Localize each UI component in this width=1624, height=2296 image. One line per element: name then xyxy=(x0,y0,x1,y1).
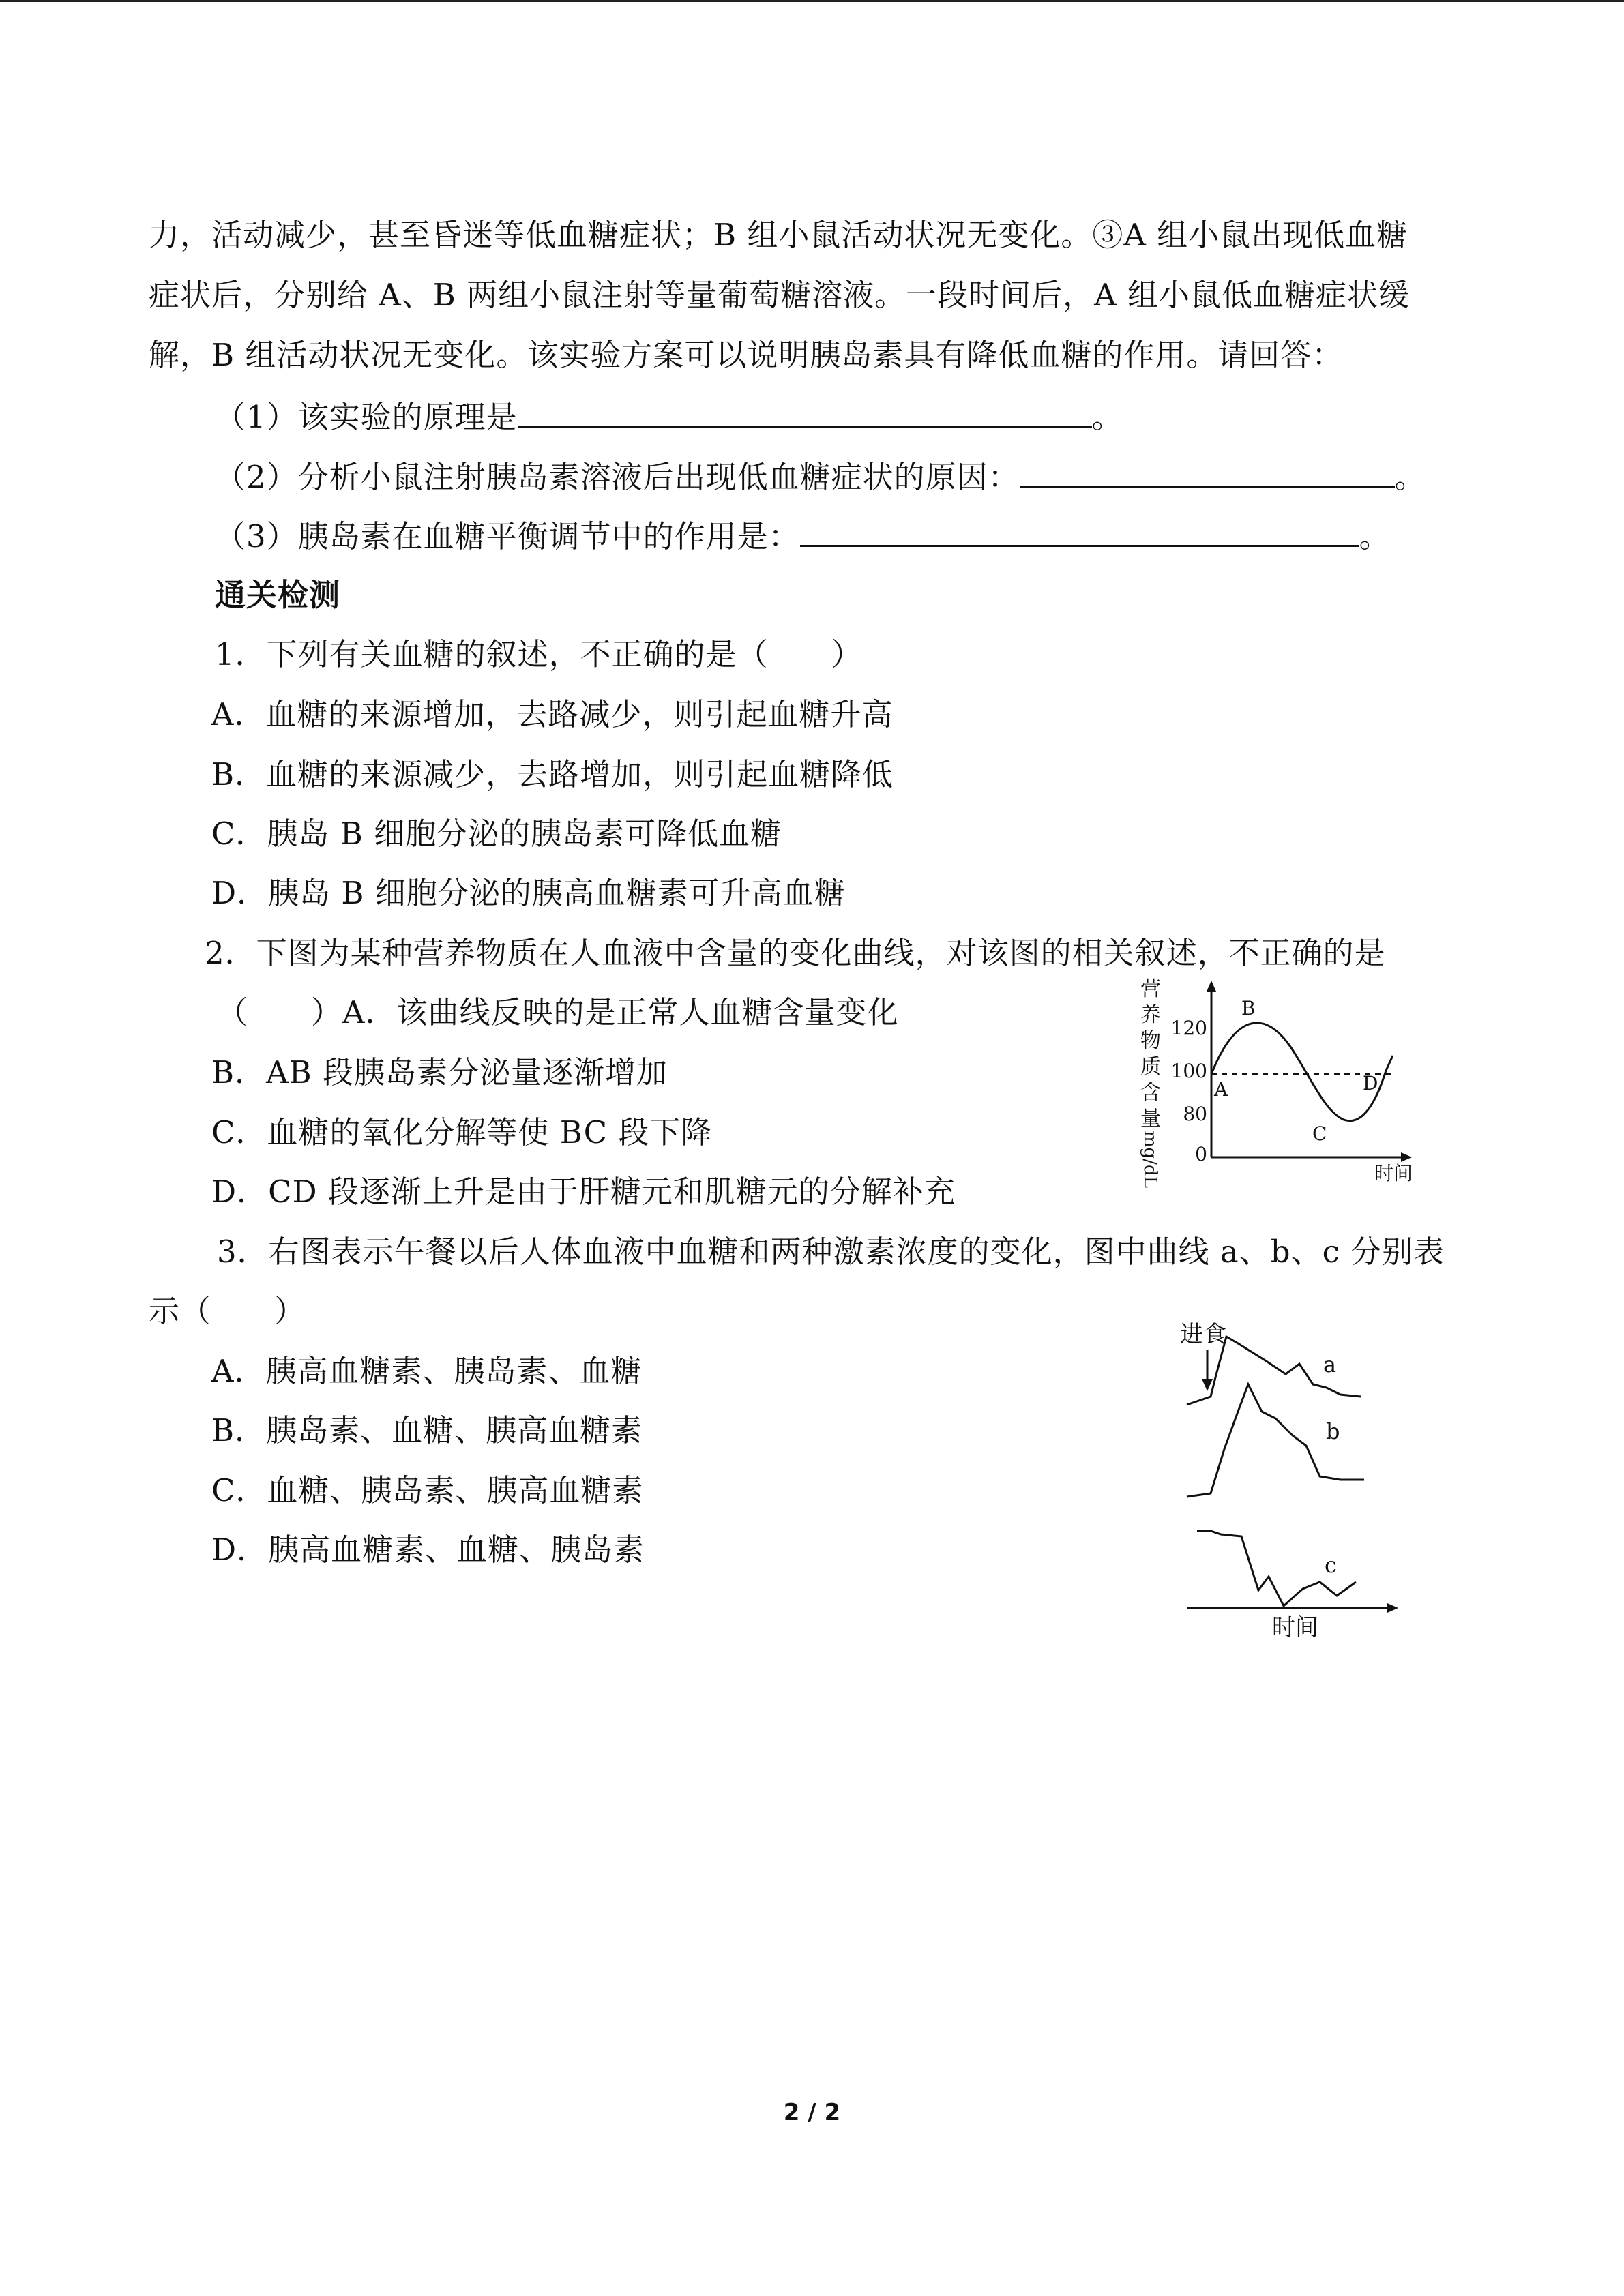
y-label-char-3: 物 xyxy=(1140,1029,1161,1053)
q2-option-d: D．CD 段逐渐上升是由于肝糖元和肌糖元的分解补充 xyxy=(211,1174,956,1210)
y-label-char-5: 含 xyxy=(1140,1081,1161,1105)
page-number: 2 / 2 xyxy=(783,2099,841,2126)
q1-option-c: C．胰岛 B 细胞分泌的胰岛素可降低血糖 xyxy=(211,816,782,852)
tick-0: 0 xyxy=(1195,1143,1207,1165)
y-label-unit: mg/dL xyxy=(1140,1131,1160,1188)
point-d-label: D xyxy=(1363,1072,1378,1094)
time-axis-label: 时间 xyxy=(1272,1614,1318,1641)
tick-80: 80 xyxy=(1183,1103,1207,1125)
q3-option-d: D．胰高血糖素、血糖、胰岛素 xyxy=(211,1532,645,1568)
q2-stem: 2．下图为某种营养物质在人血液中含量的变化曲线，对该图的相关叙述，不正确的是 xyxy=(205,935,1386,971)
time-axis-arrow xyxy=(1387,1603,1398,1613)
tick-120: 120 xyxy=(1170,1017,1207,1039)
point-a-label: A xyxy=(1214,1078,1228,1101)
x-axis-arrow xyxy=(1401,1152,1412,1162)
q2-option-b: B．AB 段胰岛素分泌量逐渐增加 xyxy=(211,1054,668,1090)
curve-a-label: a xyxy=(1323,1352,1337,1377)
y-label-char-2: 养 xyxy=(1140,1003,1161,1027)
figure-2-hormone-curves xyxy=(1173,1309,1405,1664)
q3-option-b: B．胰岛素、血糖、胰高血糖素 xyxy=(211,1412,643,1448)
q1-text: （1）该实验的原理是 xyxy=(215,399,518,435)
q1-option-d: D．胰岛 B 细胞分泌的胰高血糖素可升高血糖 xyxy=(211,875,846,911)
question-2-sub xyxy=(215,456,1426,498)
point-c-label: C xyxy=(1312,1122,1327,1145)
figure-1-blood-glucose-chart xyxy=(1132,975,1439,1200)
question-1-sub xyxy=(215,396,1123,438)
point-b-label: B xyxy=(1241,997,1256,1019)
q3-stem-line-1: 3．右图表示午餐以后人体血液中血糖和两种激素浓度的变化，图中曲线 a、b、c 分别表 xyxy=(217,1234,1445,1270)
q2-period: 。 xyxy=(1394,459,1426,495)
q2-option-a: A．该曲线反映的是正常人血糖含量变化 xyxy=(342,994,899,1030)
q1-option-b: B．血糖的来源减少，去路增加，则引起血糖降低 xyxy=(211,756,894,792)
answer-blank-1[interactable] xyxy=(518,396,1092,428)
q1-period: 。 xyxy=(1091,399,1123,435)
answer-blank-2[interactable] xyxy=(1020,456,1395,488)
q2-option-c: C．血糖的氧化分解等使 BC 段下降 xyxy=(211,1114,713,1150)
q3-text: （3）胰岛素在血糖平衡调节中的作用是： xyxy=(215,518,800,554)
intro-line-2: 症状后，分别给 A、B 两组小鼠注射等量葡萄糖溶液。一段时间后，A 组小鼠低血糖症状缓 xyxy=(149,277,1410,313)
event-label: 进食 xyxy=(1180,1321,1226,1348)
question-3-sub xyxy=(215,515,1391,557)
curve-b-label: b xyxy=(1326,1418,1340,1444)
q1-stem: 1．下列有关血糖的叙述，不正确的是（ ） xyxy=(215,636,863,672)
tick-100: 100 xyxy=(1170,1060,1207,1082)
page-top-border xyxy=(0,0,1624,2)
q3-period: 。 xyxy=(1359,518,1391,554)
q3-stem-line-2: 示（ ） xyxy=(149,1293,306,1329)
y-label-char-4: 质 xyxy=(1140,1055,1161,1079)
q1-option-a: A．血糖的来源增加，去路减少，则引起血糖升高 xyxy=(211,696,894,732)
intro-line-1: 力，活动减少，甚至昏迷等低血糖症状；B 组小鼠活动状况无变化。③A 组小鼠出现低血糖 xyxy=(149,217,1408,253)
q2-line-2 xyxy=(217,992,899,1033)
event-arrow-head xyxy=(1202,1379,1213,1391)
curve-c-label: c xyxy=(1325,1552,1337,1578)
answer-blank-3[interactable] xyxy=(800,515,1359,547)
q2-text: （2）分析小鼠注射胰岛素溶液后出现低血糖症状的原因： xyxy=(215,459,1020,495)
q3-option-c: C．血糖、胰岛素、胰高血糖素 xyxy=(211,1472,644,1508)
y-axis-arrow xyxy=(1207,981,1216,992)
x-axis-label: 时间 xyxy=(1374,1162,1413,1184)
section-title: 通关检测 xyxy=(215,577,341,613)
intro-line-3: 解，B 组活动状况无变化。该实验方案可以说明胰岛素具有降低血糖的作用。请回答： xyxy=(149,337,1344,373)
y-label-char-6: 量 xyxy=(1140,1107,1161,1131)
y-label-char-1: 营 xyxy=(1140,977,1161,1001)
q2-bracket: （ ） xyxy=(217,994,343,1030)
q3-option-a: A．胰高血糖素、胰岛素、血糖 xyxy=(211,1353,643,1389)
